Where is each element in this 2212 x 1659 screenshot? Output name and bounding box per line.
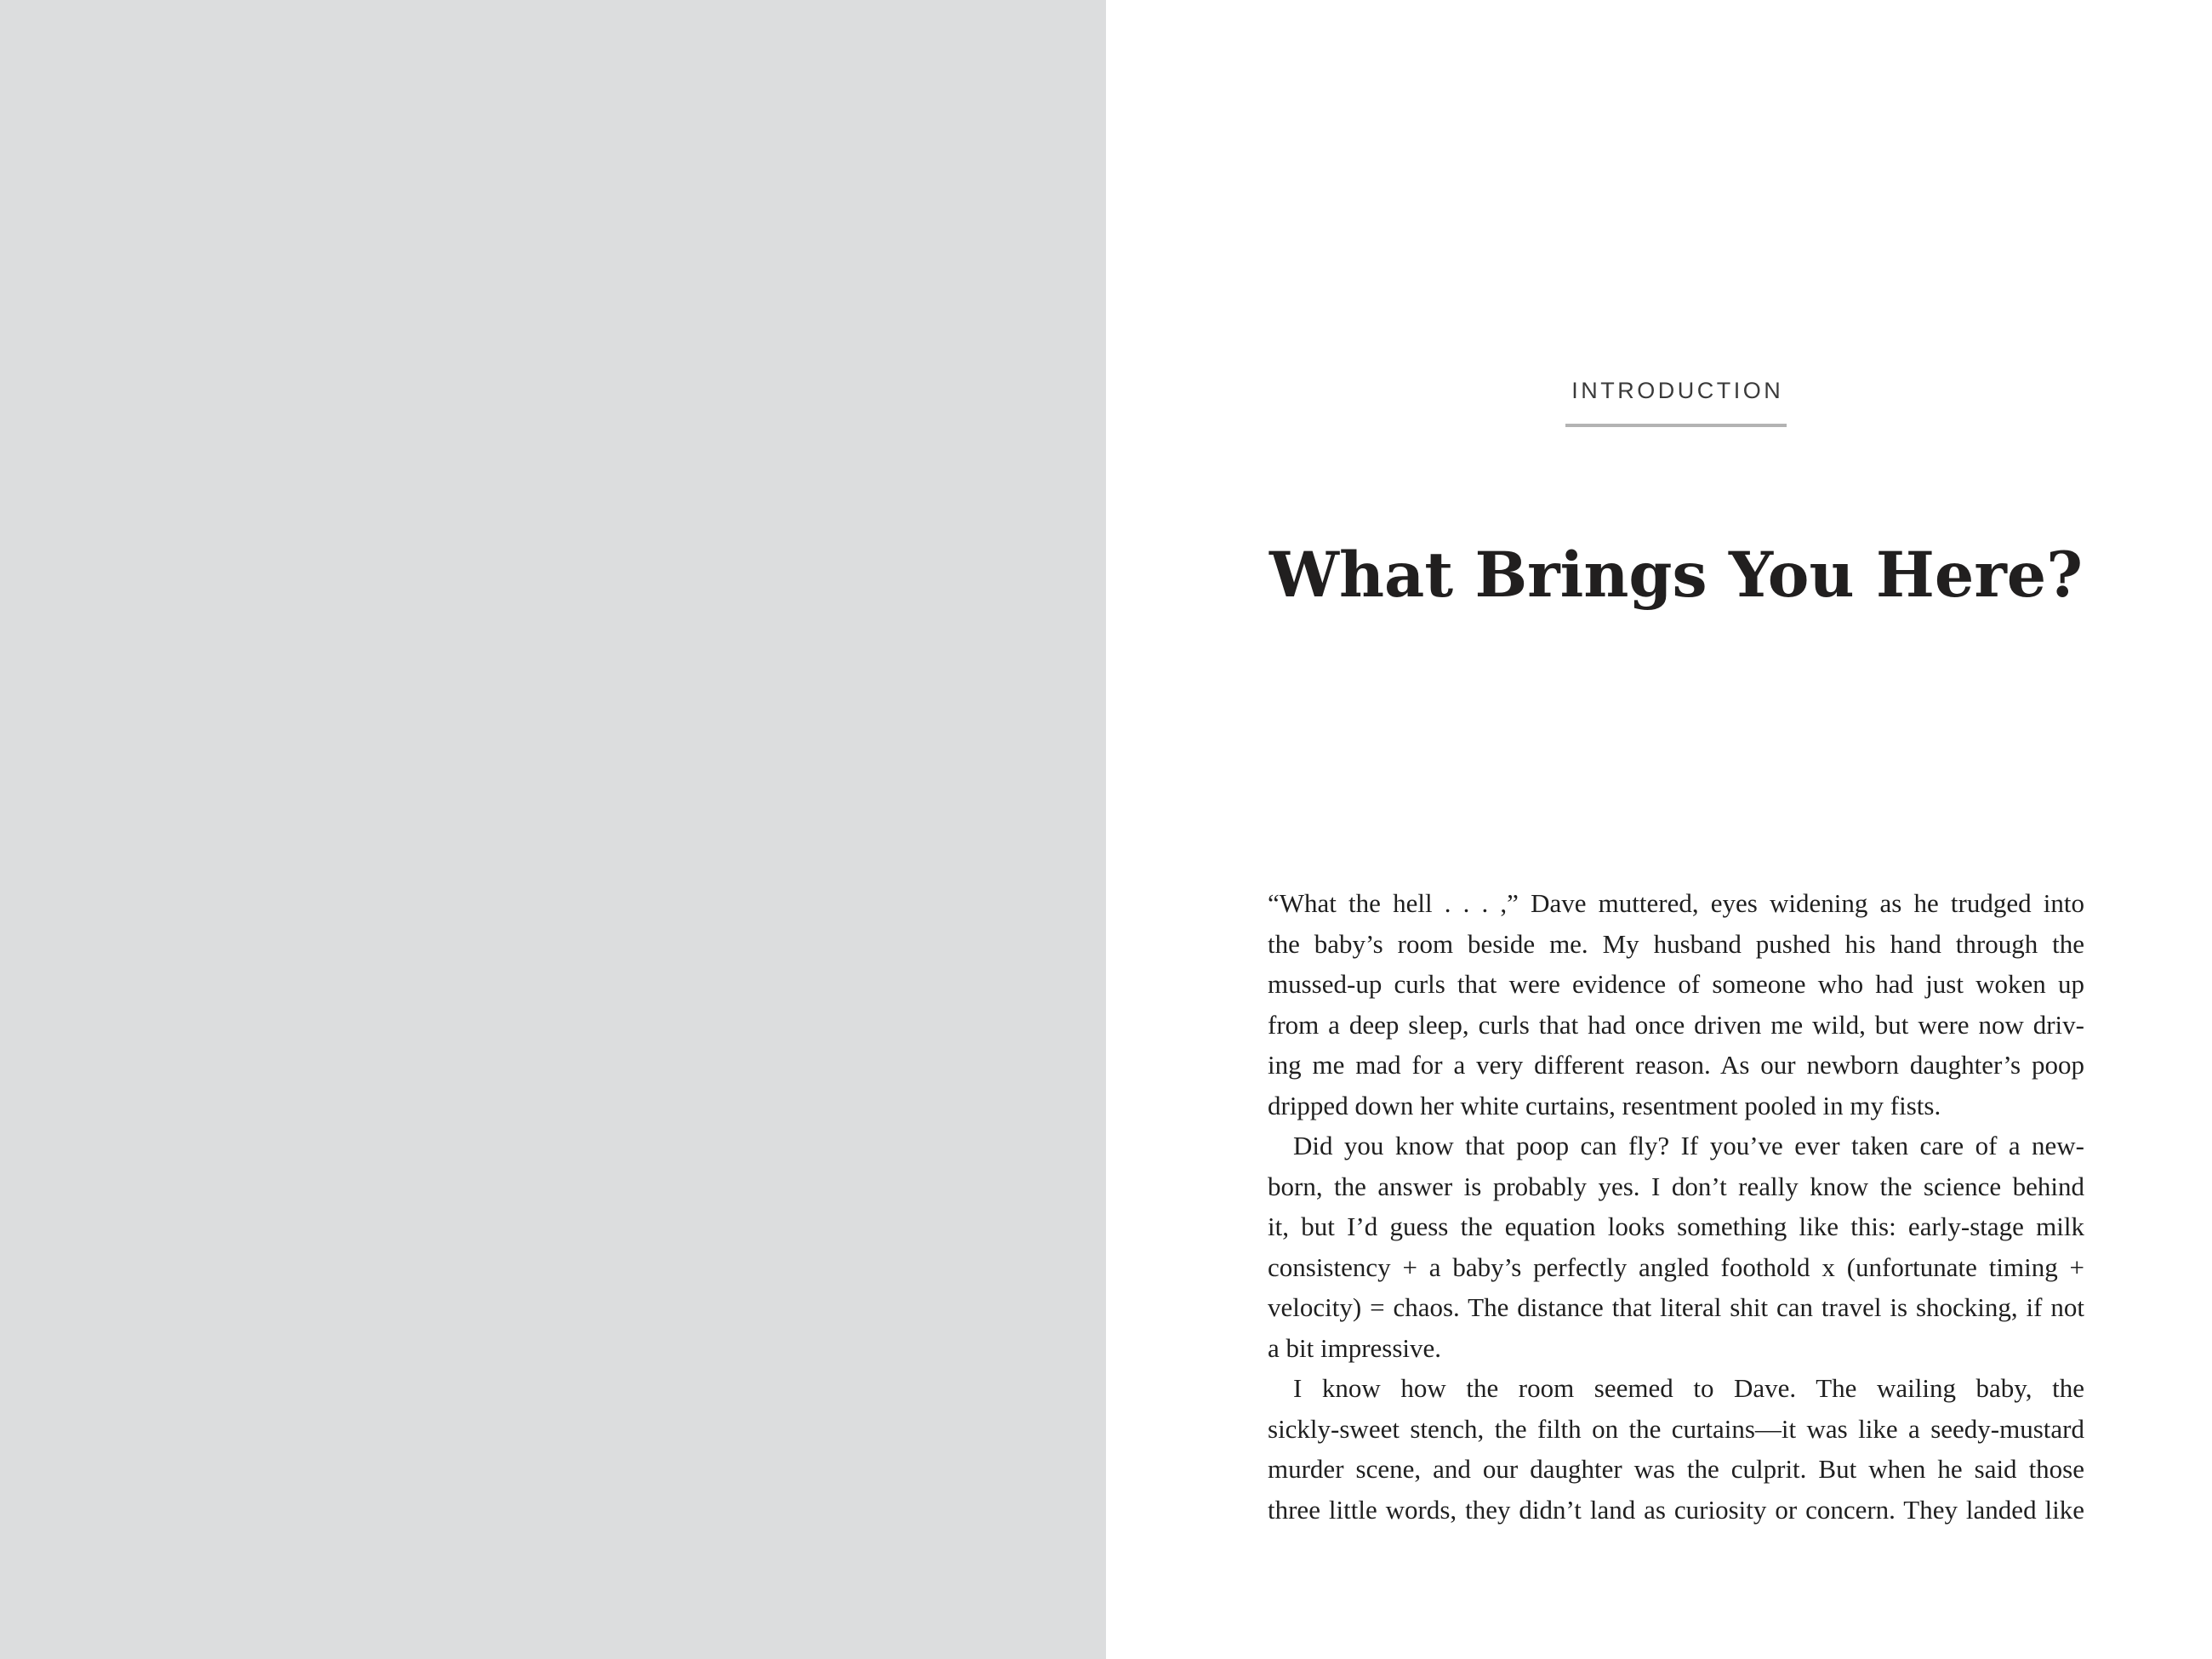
body-line: born, the answer is probably yes. I don’t really know the science behind — [1268, 1171, 2084, 1201]
body-line: mussed-up curls that were evidence of someone who had just woken up — [1268, 969, 2084, 999]
body-line: the baby’s room beside me. My husband pushed his hand through the — [1268, 928, 2084, 959]
body-line: dripped down her white curtains, resentment pooled in my fists. — [1268, 1090, 1941, 1120]
body-line: consistency + a baby’s perfectly angled foothold x (unfortunate timing + — [1268, 1251, 2084, 1282]
body-line: it, but I’d guess the equation looks something like this: early-stage milk — [1268, 1211, 2084, 1241]
body-line: velocity) = chaos. The distance that literal shit can travel is shocking, if not — [1268, 1292, 2084, 1322]
text-column — [1268, 0, 2084, 1659]
chapter-kicker: INTRODUCTION — [1571, 378, 1784, 403]
body-line: sickly-sweet stench, the filth on the curtains—it was like a seedy-mustard — [1268, 1413, 2084, 1444]
body-line: a bit impressive. — [1268, 1332, 1442, 1363]
body-line: murder scene, and our daughter was the culprit. But when he said those — [1268, 1454, 2084, 1484]
right-page — [1106, 0, 2212, 1659]
kicker-underline-rule — [1565, 424, 1787, 427]
body-line: Did you know that poop can fly? If you’ve ever taken care of a new- — [1293, 1131, 2084, 1160]
body-line: three little words, they didn’t land as curiosity or concern. They landed like — [1268, 1494, 2084, 1525]
body-line: ing me mad for a very different reason. As our newborn daughter’s poop — [1268, 1050, 2084, 1080]
body-line: “What the hell . . . ,” Dave muttered, eyes widening as he trudged into — [1268, 888, 2084, 918]
body-line: from a deep sleep, curls that had once driven me wild, but were now driv- — [1268, 1009, 2084, 1040]
body-line: I know how the room seemed to Dave. The wailing baby, the — [1293, 1373, 2084, 1403]
chapter-title: What Brings You Here? — [1268, 539, 2084, 612]
body-text — [1268, 883, 2084, 1530]
